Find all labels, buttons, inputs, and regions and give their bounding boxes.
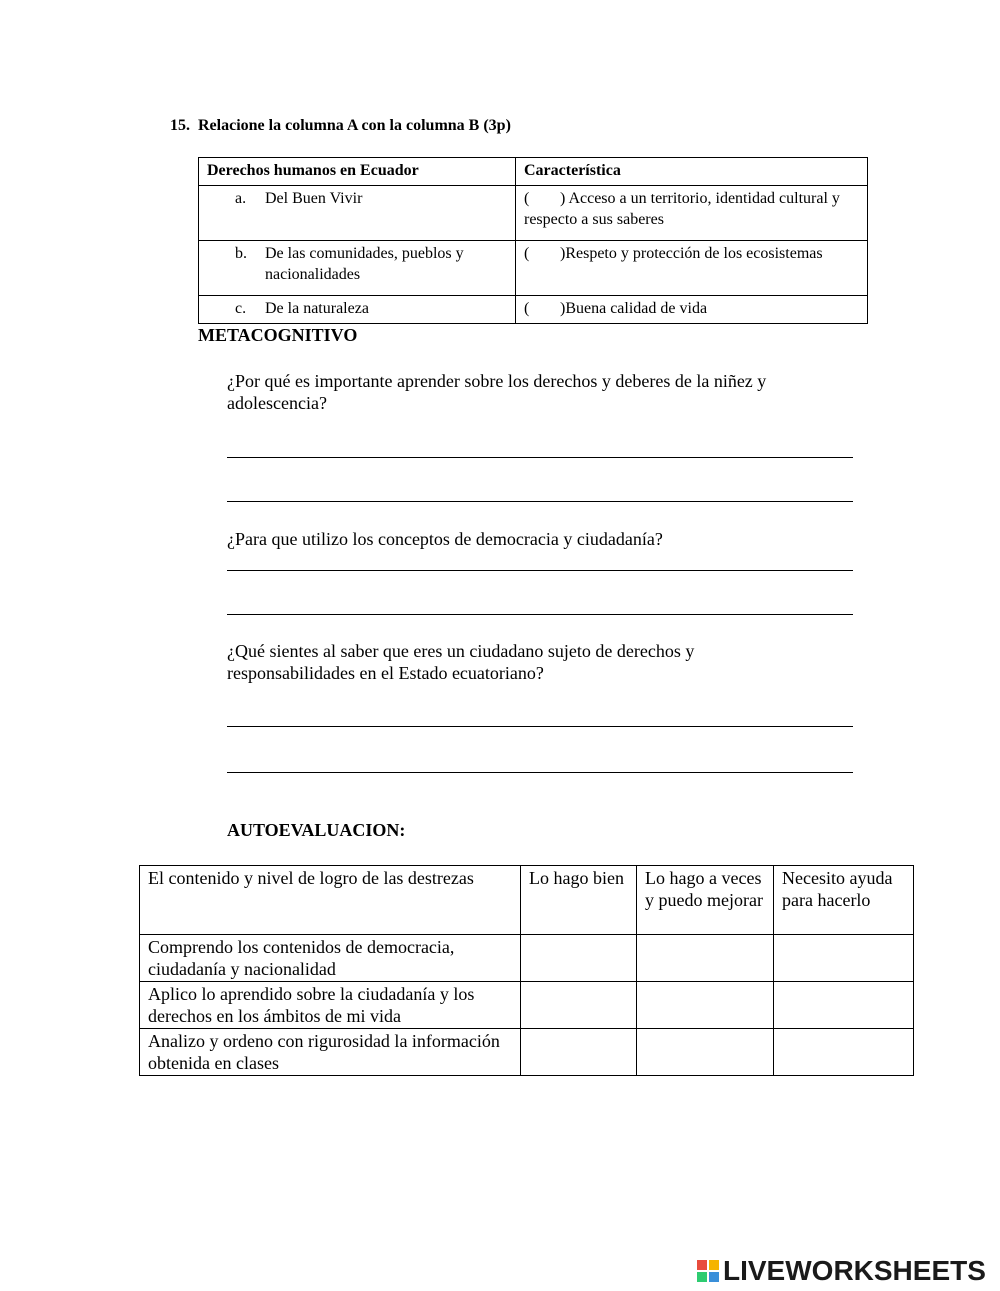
metacognitivo-heading: METACOGNITIVO — [198, 325, 358, 345]
item-text: Del Buen Vivir — [265, 190, 363, 207]
table-row — [199, 241, 868, 296]
logo-square — [697, 1272, 707, 1282]
logo-icon — [697, 1260, 719, 1282]
table-row — [140, 982, 914, 1029]
rating-cell[interactable] — [521, 935, 637, 982]
question-15-title — [170, 117, 511, 135]
rating-cell[interactable] — [521, 982, 637, 1029]
table-row — [140, 1029, 914, 1076]
rating-cell[interactable] — [774, 935, 914, 982]
column-b-cell[interactable] — [516, 186, 868, 241]
answer-slot[interactable]: ( — [524, 300, 530, 317]
column-b-cell[interactable] — [516, 296, 868, 324]
logo-square — [709, 1272, 719, 1282]
skill-cell: Comprendo los contenidos de democracia, ciudadanía y nacionalidad — [140, 935, 521, 982]
level-header-help: Necesito ayuda para hacerlo — [774, 866, 914, 935]
liveworksheets-logo — [697, 1255, 986, 1287]
answer-line[interactable] — [227, 570, 853, 571]
answer-input[interactable] — [227, 587, 857, 613]
rating-cell[interactable] — [637, 982, 774, 1029]
column-b-header: Característica — [516, 158, 868, 186]
answer-input[interactable] — [227, 430, 857, 456]
answer-input[interactable] — [227, 474, 857, 500]
rating-cell[interactable] — [637, 1029, 774, 1076]
rating-cell[interactable] — [521, 1029, 637, 1076]
self-assessment-table — [139, 865, 914, 1076]
answer-line[interactable] — [227, 772, 853, 773]
metacognitive-question-1: ¿Por qué es importante aprender sobre los derechos y deberes de la niñez y adolescencia? — [227, 371, 767, 413]
skill-cell: Aplico lo aprendido sobre la ciudadanía y los derechos en los ámbitos de mi vida — [140, 982, 521, 1029]
answer-line[interactable] — [227, 457, 853, 458]
rating-cell[interactable] — [774, 1029, 914, 1076]
matching-table-header — [199, 158, 868, 186]
answer-slot[interactable]: ( — [524, 245, 530, 262]
level-header-sometimes: Lo hago a veces y puedo mejorar — [637, 866, 774, 935]
column-a-cell — [199, 296, 516, 324]
rating-cell[interactable] — [774, 982, 914, 1029]
item-letter: b. — [235, 245, 247, 262]
answer-line[interactable] — [227, 501, 853, 502]
level-header-good: Lo hago bien — [521, 866, 637, 935]
autoevaluacion-heading: AUTOEVALUACION: — [227, 820, 406, 840]
answer-input[interactable] — [227, 745, 857, 771]
self-assessment-header — [140, 866, 914, 935]
column-a-cell — [199, 186, 516, 241]
question-text: Relacione la columna A con la columna B (3p) — [198, 117, 511, 134]
characteristic-text: )Respeto y protección de los ecosistemas — [560, 245, 823, 262]
table-row — [199, 186, 868, 241]
answer-slot[interactable]: ( — [524, 190, 530, 207]
column-a-header: Derechos humanos en Ecuador — [199, 158, 516, 186]
logo-text: LIVEWORKSHEETS — [723, 1255, 986, 1286]
table-row — [140, 935, 914, 982]
logo-square — [709, 1260, 719, 1270]
column-b-cell[interactable] — [516, 241, 868, 296]
column-a-cell — [199, 241, 516, 296]
item-text: De la naturaleza — [265, 300, 369, 317]
item-letter: c. — [235, 300, 247, 317]
answer-line[interactable] — [227, 614, 853, 615]
metacognitive-question-3: ¿Qué sientes al saber que eres un ciudadano sujeto de derechos y responsabilidades en el Estado ecuatoriano? — [227, 641, 695, 683]
metacognitive-question-2: ¿Para que utilizo los conceptos de democracia y ciudadanía? — [227, 529, 663, 549]
skill-header: El contenido y nivel de logro de las destrezas — [140, 866, 521, 935]
item-letter: a. — [235, 190, 247, 207]
logo-square — [697, 1260, 707, 1270]
answer-line[interactable] — [227, 726, 853, 727]
characteristic-text: ) Acceso a un territorio, identidad cultural y respecto a sus saberes — [524, 190, 840, 228]
matching-table — [198, 157, 868, 324]
question-number: 15. — [170, 117, 190, 134]
rating-cell[interactable] — [637, 935, 774, 982]
answer-input[interactable] — [227, 699, 857, 725]
answer-input[interactable] — [227, 543, 857, 569]
item-text: De las comunidades, pueblos y nacionalidades — [265, 245, 464, 283]
characteristic-text: )Buena calidad de vida — [560, 300, 708, 317]
skill-cell: Analizo y ordeno con rigurosidad la información obtenida en clases — [140, 1029, 521, 1076]
table-row — [199, 296, 868, 324]
